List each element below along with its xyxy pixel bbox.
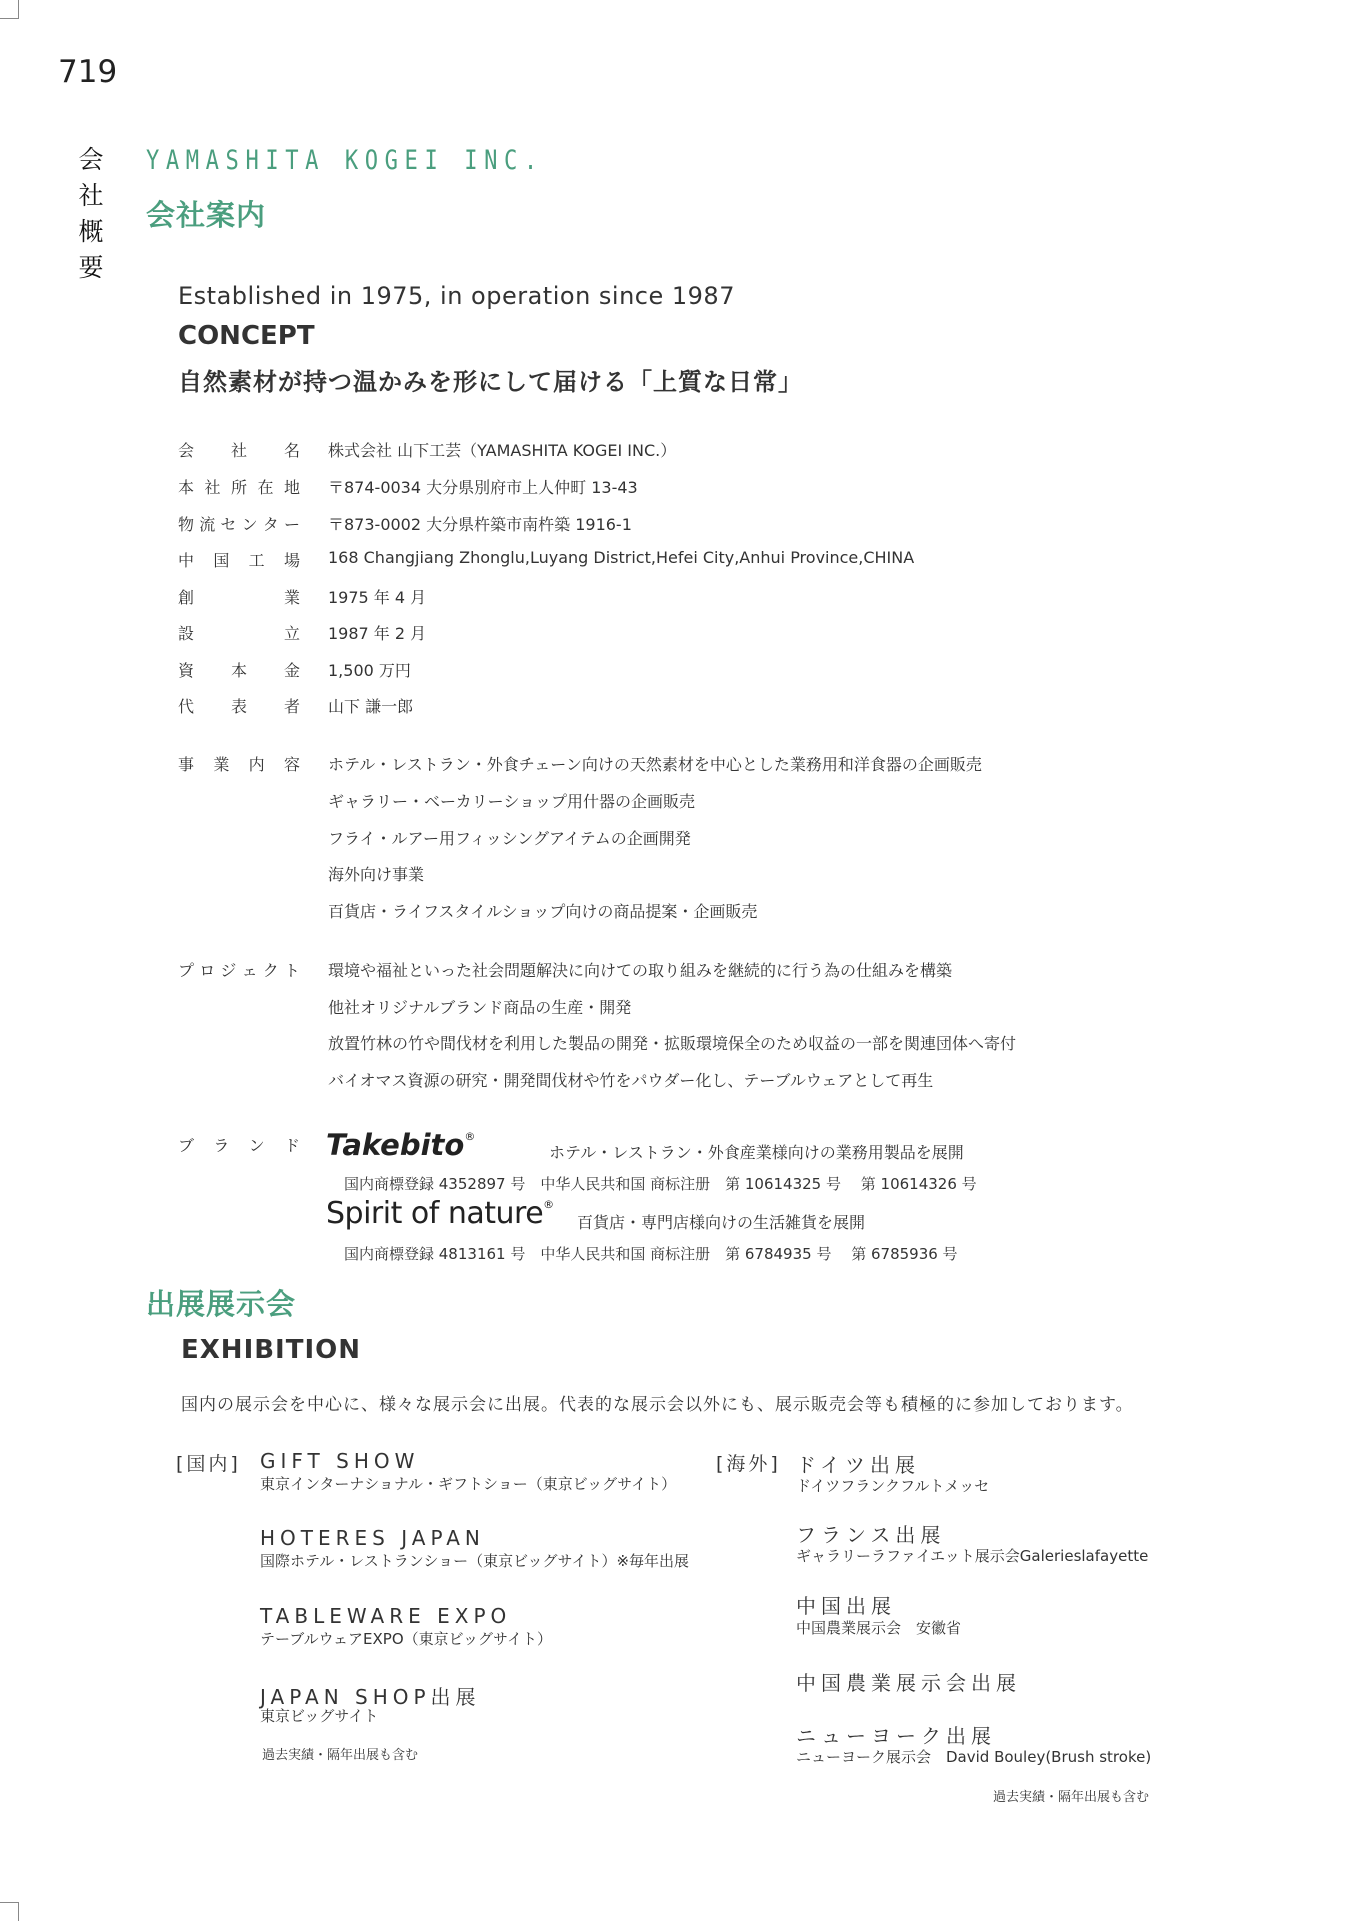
spirit-of-nature-logo: Spirit of nature® (326, 1196, 554, 1231)
project-item: 環境や福祉といった社会問題解決に向けての取り組みを継続的に行う為の仕組みを構築 (328, 961, 953, 980)
project-item: 放置竹林の竹や間伐材を利用した製品の開発・拡販環境保全のため収益の一部を関連団体へ寄付 (328, 1034, 1017, 1053)
concept-text: 自然素材が持つ温かみを形にして届ける「上質な日常」 (178, 368, 803, 396)
company-name-en: YAMASHITA KOGEI INC. (146, 145, 544, 176)
profile-value: 1,500 万円 (328, 661, 411, 680)
takebito-registration: 国内商標登録 4352897 号 中华人民共和国 商标注册 第 10614325 号 第 10614326 号 (344, 1175, 977, 1193)
overseas-exhibition-name: 中国農業展示会出展 (796, 1671, 1021, 1695)
domestic-exhibition-sub: 東京ビッグサイト (260, 1707, 379, 1725)
profile-label: 物 流 セ ン タ ー (178, 515, 300, 534)
project-item: 他社オリジナルブランド商品の生産・開発 (328, 998, 632, 1017)
business-item: ホテル・レストラン・外食チェーン向けの天然素材を中心とした業務用和洋食器の企画販売 (328, 755, 982, 774)
exhibition-heading: 出展展示会 (146, 1287, 297, 1321)
vertical-char: 要 (78, 253, 104, 282)
domestic-tag: [国内] (176, 1453, 241, 1475)
business-label: 事 業 内 容 (178, 755, 300, 774)
exhibition-label: EXHIBITION (181, 1335, 362, 1365)
spirit-of-nature-registration: 国内商標登録 4813161 号 中华人民共和国 商标注册 第 6784935 号 第 6785936 号 (344, 1245, 958, 1263)
profile-label: 資 本 金 (178, 661, 300, 680)
profile-value: 山下 謙一郎 (328, 697, 414, 716)
profile-value: 1975 年 4 月 (328, 588, 427, 607)
profile-value: 株式会社 山下工芸（YAMASHITA KOGEI INC.） (328, 441, 677, 460)
profile-label: 本 社 所 在 地 (178, 478, 300, 497)
crop-mark-bottom (0, 1902, 19, 1921)
exhibition-description: 国内の展示会を中心に、様々な展示会に出展。代表的な展示会以外にも、展示販売会等も積極的に参加しております。 (181, 1395, 1134, 1415)
overseas-exhibition-name: フランス出展 (796, 1523, 946, 1547)
overseas-exhibition-sub: ギャラリーラファイエット展示会Galerieslafayette (796, 1547, 1149, 1565)
profile-value: 〒874-0034 大分県別府市上人仲町 13-43 (328, 478, 638, 497)
business-item: 海外向け事業 (328, 865, 425, 884)
overseas-exhibition-name: 中国出展 (796, 1594, 896, 1618)
business-item: 百貨店・ライフスタイルショップ向けの商品提案・企画販売 (328, 902, 758, 921)
overseas-exhibition-sub: ニューヨーク展示会 David Bouley(Brush stroke) (796, 1748, 1152, 1766)
vertical-section-label (76, 142, 106, 286)
overseas-tag: [海外] (716, 1453, 781, 1475)
company-heading: 会社案内 (146, 198, 267, 232)
established-line: Established in 1975, in operation since 1987 (178, 282, 735, 310)
project-label: プ ロ ジ ェ ク ト (178, 961, 300, 980)
overseas-exhibition-name: ニューヨーク出展 (796, 1724, 996, 1748)
profile-label: 設 立 (178, 624, 300, 643)
profile-label: 会 社 名 (178, 441, 300, 460)
concept-label: CONCEPT (178, 321, 315, 351)
domestic-exhibition-sub: テーブルウェアEXPO（東京ビッグサイト） (260, 1630, 553, 1648)
vertical-char: 概 (78, 217, 104, 246)
overseas-exhibition-sub: ドイツフランクフルトメッセ (796, 1477, 990, 1495)
overseas-exhibition-name: ドイツ出展 (796, 1453, 920, 1477)
overseas-exhibition-sub: 中国農業展示会 安徽省 (796, 1619, 962, 1637)
domestic-exhibition-name: JAPAN SHOP出展 (260, 1685, 481, 1709)
domestic-exhibition-name: GIFT SHOW (260, 1449, 420, 1473)
profile-value: 168 Changjiang Zhonglu,Luyang District,Hefei City,Anhui Province,CHINA (328, 548, 915, 567)
profile-label: 代 表 者 (178, 697, 300, 716)
profile-value: 1987 年 2 月 (328, 624, 427, 643)
domestic-exhibition-name: HOTERES JAPAN (260, 1526, 485, 1550)
vertical-char: 会 (78, 145, 104, 174)
takebito-desc: ホテル・レストラン・外食産業様向けの業務用製品を展開 (549, 1143, 964, 1162)
vertical-char: 社 (78, 181, 104, 210)
spirit-of-nature-desc: 百貨店・専門店様向けの生活雑貨を展開 (577, 1213, 866, 1232)
domestic-exhibition-name: TABLEWARE EXPO (260, 1604, 512, 1628)
brand-label: ブ ラ ン ド (178, 1136, 300, 1155)
business-item: フライ・ルアー用フィッシングアイテムの企画開発 (328, 829, 691, 848)
domestic-exhibition-sub: 国際ホテル・レストランショー（東京ビッグサイト）※毎年出展 (260, 1552, 690, 1570)
project-item: バイオマス資源の研究・開発間伐材や竹をパウダー化し、テーブルウェアとして再生 (328, 1071, 934, 1090)
domestic-exhibition-sub: 東京インターナショナル・ギフトショー（東京ビッグサイト） (260, 1475, 677, 1493)
profile-value: 〒873-0002 大分県杵築市南杵築 1916-1 (328, 515, 632, 534)
takebito-logo: Takebito® (326, 1128, 476, 1162)
business-item: ギャラリー・ベーカリーショップ用什器の企画販売 (328, 792, 696, 811)
profile-label: 創 業 (178, 588, 300, 607)
profile-label: 中 国 工 場 (178, 551, 300, 570)
crop-mark-top (0, 0, 19, 19)
domestic-note: 過去実績・隔年出展も含む (262, 1748, 419, 1763)
overseas-note: 過去実績・隔年出展も含む (993, 1790, 1150, 1805)
page-number: 719 (58, 54, 118, 90)
